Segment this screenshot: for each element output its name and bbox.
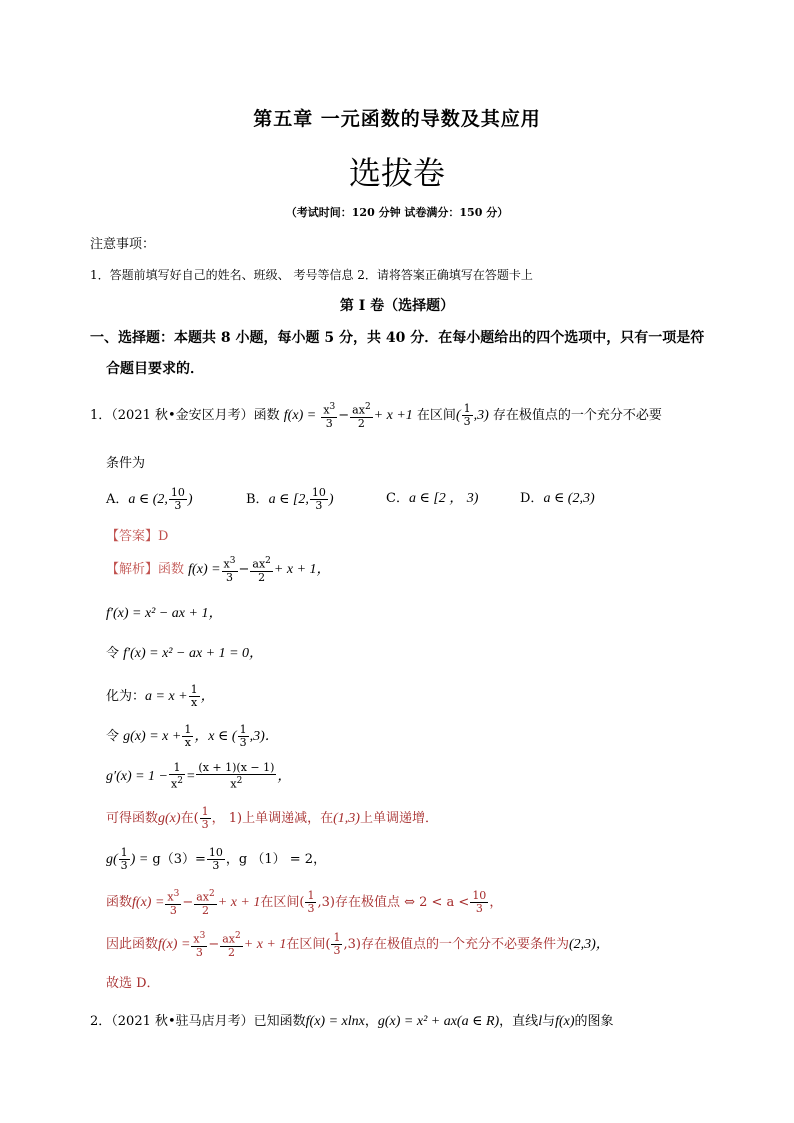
- analysis-g-derivative: g′(x) = 1 − $\frac{1}{x^2}$ = $\frac{(x + 1)(x - 1)}{x^2}$ ，: [106, 761, 292, 791]
- analysis-condition: 函数f(x) = $\frac{x^3}{3}$ − $\frac{ax^2}{2}$ + x + 1在区间( $\frac{1}{3}$ ,3)存在极值点 ⇔ 2 < a < $\frac{10}{3}$ ，: [106, 889, 503, 917]
- question-1-option-a[interactable]: A．a ∈ (2, $\frac{10}{3}$ ): [106, 486, 193, 512]
- question-1-stem: 1．（2021 秋•金安区月考）函数 f(x) = $\frac{x^3}{3}$ − $\frac{ax^2}{2}$ + x +1 在区间( $\frac{1}{3}$ ,3) 存在极值点的一个充分不必要: [90, 402, 662, 430]
- analysis-simplify: 化为：a = x + $\frac{1}{x}$ ，: [106, 683, 215, 709]
- question-1-prefix: 1．（2021 秋•金安区月考）函数: [90, 408, 280, 423]
- question-1-option-d[interactable]: D．a ∈ (2,3): [520, 491, 595, 506]
- question-2-stem: 2．（2021 秋•驻马店月考）已知函数f(x) = xlnx，g(x) = x² + ax(a ∈ R)，直线l与f(x)的图象: [90, 1014, 614, 1029]
- answer-label: 【答案】: [106, 529, 159, 544]
- analysis-monotonicity: 可得函数g(x)在( $\frac{1}{3}$ ， 1)上单调递减，在(1,3)上单调递增．: [106, 805, 438, 831]
- answer-line: [106, 525, 168, 544]
- notes-line: 1．答题前填写好自己的姓名、班级、 考号等信息 2．请将答案正确填写在答题卡上: [90, 268, 533, 282]
- analysis-define-g: 令 g(x) = x + $\frac{1}{x}$ ，x ∈ ( $\frac{1}{3}$ ,3)．: [106, 723, 279, 749]
- document-title: 第五章 一元函数的导数及其应用: [253, 108, 541, 130]
- analysis-line-1: 【解析】函数 f(x) = $\frac{x^3}{3}$ − $\frac{ax^2}{2}$ + x + 1，: [106, 556, 331, 584]
- question-1-option-c[interactable]: C．a ∈ [2 ， 3): [386, 491, 479, 506]
- section-instructions-cont: 合题目要求的．: [106, 361, 204, 377]
- notes-heading: 注意事项：: [90, 237, 156, 252]
- volume-title: 第 I 卷（选择题）: [339, 298, 455, 314]
- analysis-values: g( $\frac{1}{3}$ ) = g（3）= $\frac{10}{3}$ ，g （1） = 2，: [106, 846, 327, 872]
- analysis-conclusion: 因此函数f(x) = $\frac{x^3}{3}$ − $\frac{ax^2}{2}$ + x + 1在区间( $\frac{1}{3}$ ,3)存在极值点的一个充分不必要条件为(2,3)，: [106, 931, 610, 959]
- analysis-choose: 故选 D．: [106, 976, 160, 991]
- question-1-stem-cont: 条件为: [106, 456, 146, 471]
- analysis-label: 【解析】: [106, 562, 159, 577]
- answer-value: D: [158, 529, 169, 544]
- section-instructions: 一、选择题：本题共 8 小题，每小题 5 分，共 40 分．在每小题给出的四个选项中，只有一项是符: [90, 330, 705, 346]
- question-1-option-b[interactable]: B．a ∈ [2, $\frac{10}{3}$ ): [246, 486, 334, 512]
- exam-info: （考试时间：120 分钟 试卷满分：150 分）: [285, 206, 509, 219]
- analysis-derivative: f′(x) = x² − ax + 1，: [106, 606, 223, 621]
- document-subtitle: 选拔卷: [348, 154, 445, 192]
- analysis-set-zero: 令 f′(x) = x² − ax + 1 = 0，: [106, 646, 264, 661]
